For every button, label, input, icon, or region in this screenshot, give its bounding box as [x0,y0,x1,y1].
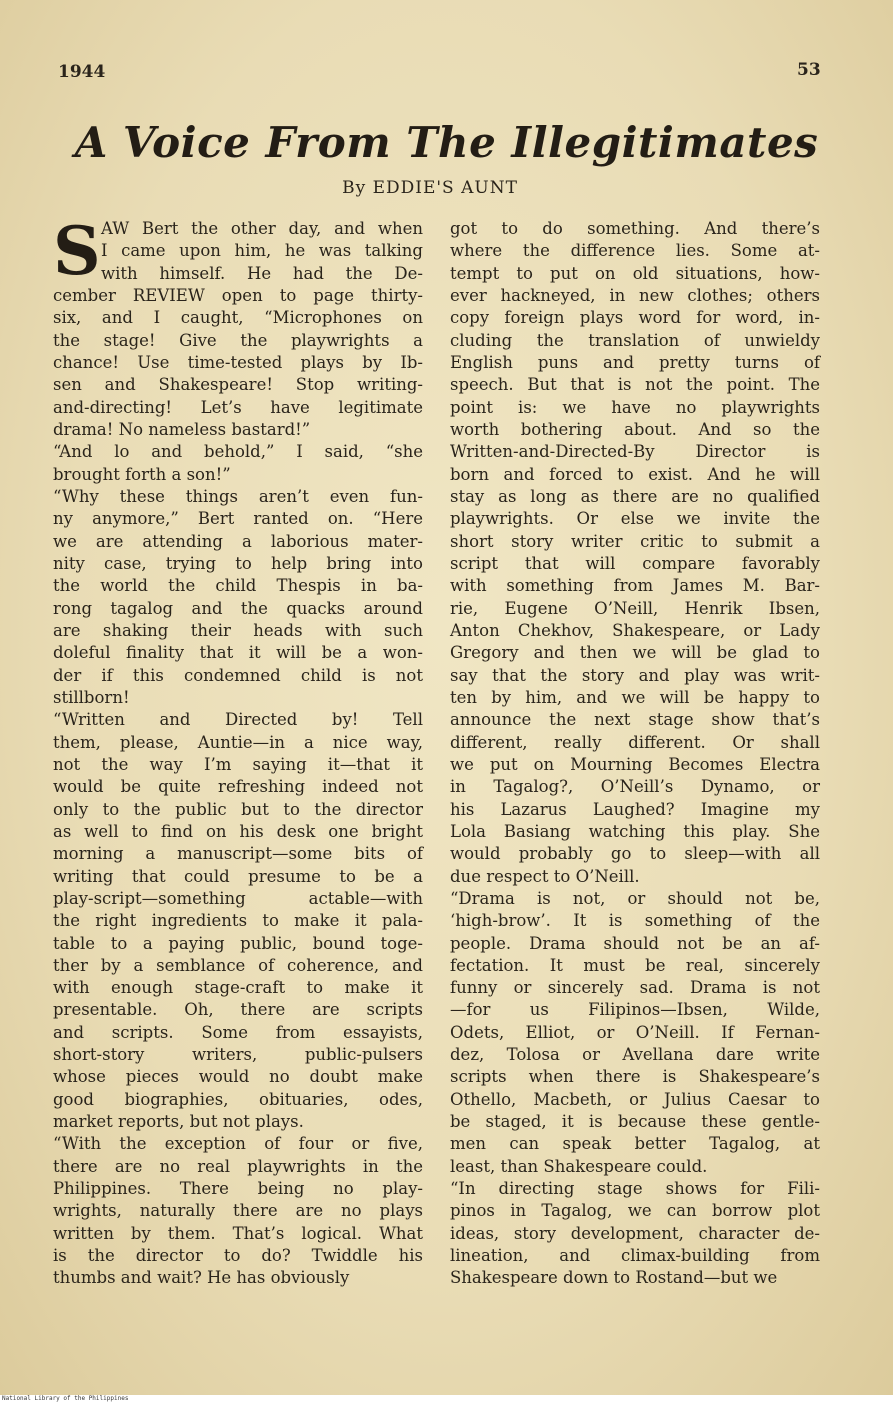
text-line: ideas, story development, character de- [450,1223,820,1243]
text-line: announce the next stage show that’s [450,710,820,730]
text-line: only to the public but to the director [53,799,423,819]
text-line: drama! No nameless bastard!” [53,419,311,439]
text-line: where the difference lies. Some at- [450,241,820,261]
text-line: six, and I caught, “Microphones on [53,308,423,328]
text-line: Gregory and then we will be glad to [450,643,820,663]
page-year: 1944 [58,62,106,82]
text-line: morning a manuscript—some bits of [53,844,423,864]
text-line: —for us Filipinos—Ibsen, Wilde, [450,1000,820,1020]
text-line: point is: we have no playwrights [450,397,820,417]
text-line: whose pieces would no doubt make [53,1067,423,1087]
text-line: born and forced to exist. And he will [450,464,820,484]
text-line: Shakespeare down to Rostand—but we [450,1268,778,1288]
text-line: would be quite refreshing indeed not [53,777,423,797]
text-line: funny or sincerely sad. Drama is not [450,978,820,998]
text-line: the right ingredients to make it pala- [53,911,423,931]
text-line: least, than Shakespeare could. [450,1156,708,1176]
text-line: them, please, Auntie—in a nice way, [53,732,423,752]
drop-cap: S [53,212,101,290]
text-line: market reports, but not plays. [53,1112,304,1132]
text-line: with himself. He had the De- [101,263,423,283]
text-line: Lola Basiang watching this play. She [450,821,820,841]
article-byline: By EDDIE'S AUNT [342,178,518,198]
text-line: as well to find on his desk one bright [53,821,423,841]
text-line: different, really different. Or shall [450,732,820,752]
text-line: speech. But that is not the point. The [450,375,820,395]
text-line: worth bothering about. And so the [450,419,820,439]
text-line: table to a paying public, bound toge- [53,933,423,953]
text-line: short story writer critic to submit a [450,531,820,551]
text-line: doleful finality that it will be a won- [53,643,423,663]
left-column [53,212,423,1290]
text-line: “In directing stage shows for Fili- [450,1179,820,1199]
text-line: cluding the translation of unwieldy [450,330,820,350]
text-line: there are no real playwrights in the [53,1156,423,1176]
text-line: are shaking their heads with such [53,620,423,640]
text-line: good biographies, obituaries, odes, [53,1089,423,1109]
text-line: thumbs and wait? He has obviously [53,1268,350,1288]
text-line: we are attending a laborious mater- [53,531,423,551]
text-line: playwrights. Or else we invite the [450,509,820,529]
text-line: fectation. It must be real, sincerely [450,955,820,975]
text-line: der if this condemned child is not [53,665,423,685]
text-line: Philippines. There being no play- [53,1179,423,1199]
text-line: chance! Use time-tested plays by Ib- [53,352,423,372]
text-line: stay as long as there are no qualified [450,486,820,506]
text-line: men can speak better Tagalog, at [450,1134,820,1154]
text-line: copy foreign plays word for word, in- [450,308,820,328]
text-line: be staged, it is because these gentle- [450,1112,820,1132]
text-line: ten by him, and we will be happy to [450,687,820,707]
text-line: Othello, Macbeth, or Julius Caesar to [450,1089,820,1109]
text-line: writing that could presume to be a [53,866,423,886]
text-line: and-directing! Let’s have legitimate [53,397,423,417]
text-line: script that will compare favorably [450,553,820,573]
text-line: written by them. That’s logical. What [53,1223,423,1243]
text-line: AW Bert the other day, and when [101,219,423,238]
text-line: English puns and pretty turns of [450,352,820,372]
text-line: play-script—something actable—with [53,888,423,908]
text-line: tempt to put on old situations, how- [450,263,820,283]
text-line: in Tagalog?, O’Neill’s Dynamo, or [450,777,820,797]
text-line: lineation, and climax-building from [450,1246,820,1266]
text-line: we put on Mourning Becomes Electra [450,754,820,774]
text-line: with something from James M. Bar- [450,576,820,596]
text-line: not the way I’m saying it—that it [53,754,423,774]
text-line: scripts when there is Shakespeare’s [450,1067,820,1087]
text-line: “Drama is not, or should not be, [450,888,820,908]
text-line: “With the exception of four or five, [53,1134,423,1154]
text-line: cember REVIEW open to page thirty- [53,285,423,305]
text-line: short-story writers, public-pulsers [53,1045,423,1065]
text-line: ever hackneyed, in new clothes; others [450,285,820,305]
text-line: ther by a semblance of coherence, and [53,955,423,975]
text-line: and scripts. Some from essayists, [53,1022,423,1042]
text-line: “Written and Directed by! Tell [53,710,423,730]
text-line: Anton Chekhov, Shakespeare, or Lady [450,620,820,640]
text-line: with enough stage-craft to make it [53,978,423,998]
text-line: would probably go to sleep—with all [450,844,820,864]
text-line: presentable. Oh, there are scripts [53,1000,423,1020]
text-line: ny anymore,” Bert ranted on. “Here [53,509,423,529]
text-line: “Why these things aren’t even fun- [53,486,423,506]
text-line: ‘high-brow’. It is something of the [450,911,820,931]
text-line: dez, Tolosa or Avellana dare write [450,1045,820,1065]
text-line: say that the story and play was writ- [450,665,820,685]
text-line: nity case, trying to help bring into [53,553,423,573]
text-line: got to do something. And there’s [450,219,820,238]
text-line: pinos in Tagalog, we can borrow plot [450,1201,820,1221]
article-title: A Voice From The Illegitimates [74,118,819,167]
text-line: wrights, naturally there are no plays [53,1201,423,1221]
page-number: 53 [797,60,821,80]
text-line: rong tagalog and the quacks around [53,598,423,618]
text-line: brought forth a son!” [53,464,231,484]
text-line: the world the child Thespis in ba- [53,576,423,596]
text-line: is the director to do? Twiddle his [53,1246,423,1266]
text-line: due respect to O’Neill. [450,866,640,886]
text-line: I came upon him, he was talking [101,241,423,261]
text-line: “And lo and behold,” I said, “she [53,442,423,462]
text-line: sen and Shakespeare! Stop writing- [53,375,423,395]
text-line: Written-and-Directed-By Director is [450,442,820,462]
text-line: stillborn! [53,687,130,707]
text-line: people. Drama should not be an af- [450,933,820,953]
footer-credit: National Library of the Philippines [0,1395,893,1403]
text-line: rie, Eugene O’Neill, Henrik Ibsen, [450,598,820,618]
text-line: the stage! Give the playwrights a [53,330,423,350]
text-line: Odets, Elliot, or O’Neill. If Fernan- [450,1022,820,1042]
right-column [450,218,820,1290]
text-line: his Lazarus Laughed? Imagine my [450,799,820,819]
